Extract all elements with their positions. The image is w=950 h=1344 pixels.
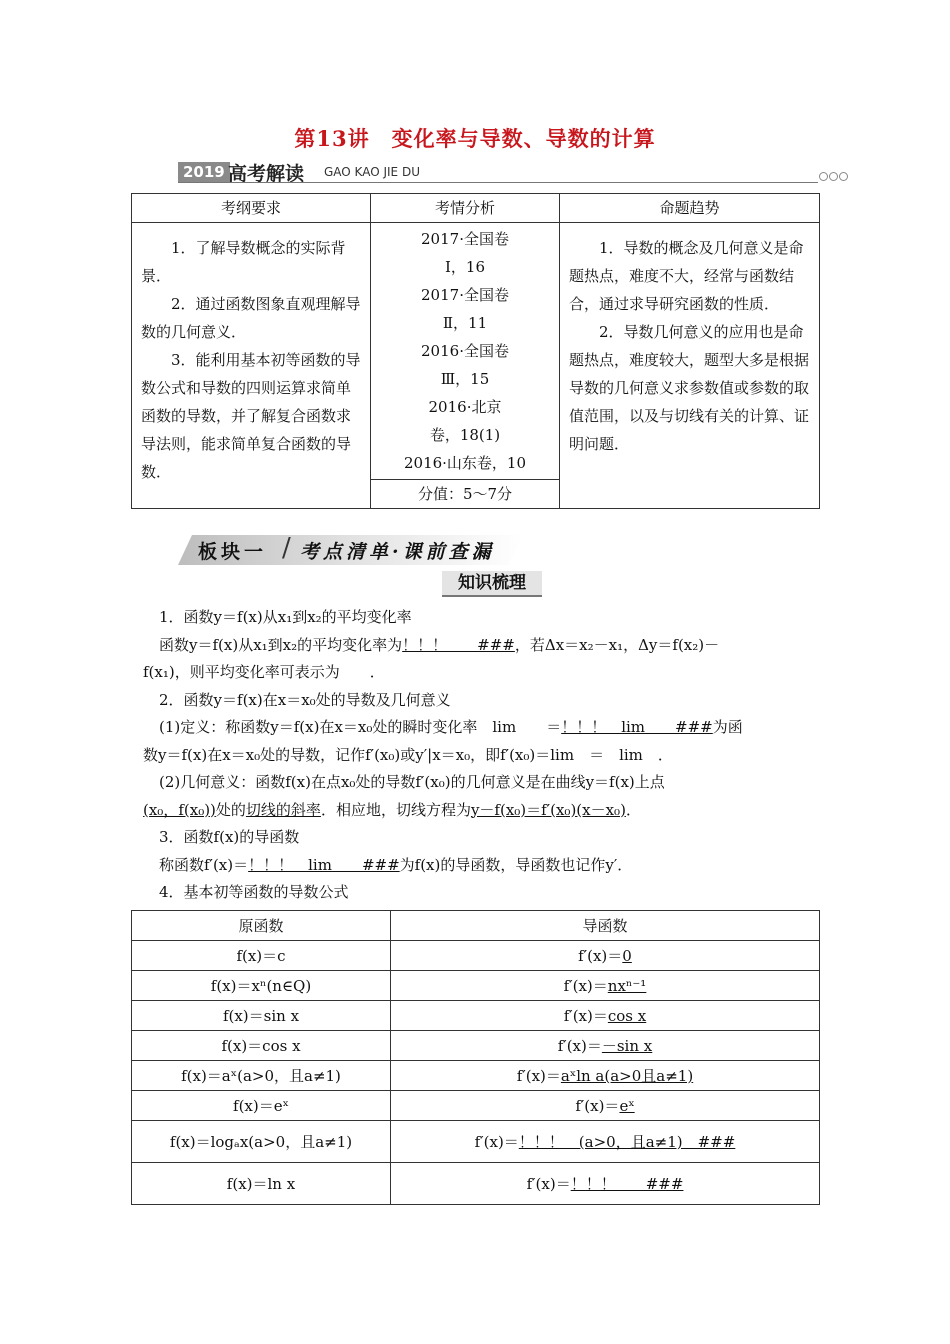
list-item: 2．通过函数图象直观理解导数的几何意义． [141,295,361,341]
blank-answer: ！！！ ### [570,1175,684,1193]
exam-cell [371,223,560,509]
original-function: f(x)＝xⁿ(n∈Q) [132,971,391,1001]
blank-answer: ！！！ lim ### [248,855,400,874]
exam-line: 2017·全国卷 [421,286,509,304]
derivative-function: f′(x)＝－sin x [391,1031,820,1061]
derivative-function: f′(x)＝！！！ (a>0，且a≠1) ### [391,1121,820,1163]
slash-icon: / [282,533,291,563]
list-item: 1．导数的概念及几何意义是命题热点，难度不大，经常与函数结合，通过求导研究函数的性质． [569,239,804,313]
table-row [132,1061,820,1091]
paragraph: 称函数f′(x)＝！！！ lim ###为f(x)的导函数，导函数也记作y′． [159,855,633,874]
table-row [132,941,820,971]
section-heading [178,535,523,565]
decorative-dots-icon [818,166,848,178]
table-row [132,1031,820,1061]
paragraph: 4．基本初等函数的导数公式 [159,883,349,901]
paragraph: (2)几何意义：函数f(x)在点x₀处的导数f′(x₀)的几何意义是在曲线y＝f(x)上点 [159,773,665,791]
blank-answer: －sin x [601,1037,653,1055]
list-item: 2．导数几何意义的应用也是命题热点，难度较大，题型大多是根据导数的几何意义求参数值或参数的取值范围，以及与切线有关的计算、证明问题． [569,323,810,453]
knowledge-body [143,604,823,907]
blank-answer: ！！！ lim ### [561,718,713,736]
table-row [132,1121,820,1163]
table-row [132,1163,820,1205]
derivative-function: f′(x)＝cos x [391,1001,820,1031]
blank-answer: (x₀，f(x₀)) [143,800,216,819]
list-item: 3．能利用基本初等函数的导数公式和导数的四则运算求简单函数的导数，并了解复合函数求导法则，能求简单复合函数的导数． [141,351,361,481]
blank-answer: ！！！ (a>0，且a≠1) ### [518,1133,736,1151]
original-function: f(x)＝aˣ(a>0，且a≠1) [132,1061,391,1091]
table-header: 导函数 [391,911,820,941]
banner-title: 高考解读 [228,163,305,185]
derivative-formula-table [131,910,820,1205]
exam-line: 卷，18(1) [429,426,501,444]
original-function: f(x)＝sin x [132,1001,391,1031]
exam-line: 2017·全国卷 [421,230,509,248]
section-part: 板块一 [198,541,268,563]
blank-answer: y－f(x₀)＝f′(x₀)(x－x₀) [470,800,626,819]
trends-cell [560,223,820,509]
paragraph: 函数y＝f(x)从x₁到x₂的平均变化率为！！！ ###，若Δx＝x₂－x₁，Δy＝f(x₂)－ [159,635,720,654]
banner-subtitle: GAO KAO JIE DU [324,165,420,179]
blank-answer: ！！！ ### [402,635,515,654]
blank-answer: aˣln a(a>0且a≠1) [560,1067,694,1085]
list-item: 1．了解导数概念的实际背景． [141,239,346,285]
derivative-function: f′(x)＝！！！ ### [391,1163,820,1205]
blank-answer: cos x [607,1007,647,1025]
original-function: f(x)＝eˣ [132,1091,391,1121]
paragraph: (1)定义：称函数y＝f(x)在x＝x₀处的瞬时变化率 lim ＝！！！ lim ###为函 [159,718,743,736]
subheading: 知识梳理 [442,571,542,597]
derivative-function: f′(x)＝eˣ [391,1091,820,1121]
banner-divider [178,182,818,183]
table-header: 命题趋势 [560,194,820,223]
exam-analysis-table [131,193,820,509]
banner-year: 2019 [178,162,230,182]
paragraph: 2．函数y＝f(x)在x＝x₀处的导数及几何意义 [159,690,451,709]
exam-line: Ⅰ，16 [444,258,485,276]
exam-line: Ⅱ，11 [442,314,488,332]
blank-answer: nxⁿ⁻¹ [607,977,647,995]
exam-line: Ⅲ，15 [440,370,490,388]
paragraph: 3．函数f(x)的导函数 [159,828,300,846]
paragraph: (x₀，f(x₀))处的切线的斜率．相应地，切线方程为y－f(x₀)＝f′(x₀)(x－x₀)． [143,800,641,819]
table-header: 原函数 [132,911,391,941]
page-title: 第13讲 变化率与导数、导数的计算 [294,126,656,151]
exam-line: 2016·全国卷 [421,342,509,360]
paragraph: 1．函数y＝f(x)从x₁到x₂的平均变化率 [159,608,412,626]
blank-answer: 0 [622,947,632,965]
table-header: 考纲要求 [132,194,371,223]
paragraph: 数y＝f(x)在x＝x₀处的导数，记作f′(x₀)或y′|x＝x₀，即f′(x₀)＝lim ＝ lim ． [143,745,673,764]
table-row [132,1091,820,1121]
original-function: f(x)＝c [132,941,391,971]
table-row [132,1001,820,1031]
paragraph: f(x₁)，则平均变化率可表示为 ． [143,663,385,681]
table-header: 考情分析 [371,194,560,223]
original-function: f(x)＝cos x [132,1031,391,1061]
blank-answer: 切线的斜率 [245,800,321,819]
exam-line: 2016·北京 [428,398,502,416]
requirements-cell [132,223,371,509]
score-text: 分值：5～7分 [371,479,559,508]
derivative-function: f′(x)＝nxⁿ⁻¹ [391,971,820,1001]
derivative-function: f′(x)＝aˣln a(a>0且a≠1) [391,1061,820,1091]
original-function: f(x)＝ln x [132,1163,391,1205]
section-banner [178,158,848,184]
exam-line: 2016·山东卷，10 [403,454,527,472]
original-function: f(x)＝logₐx(a>0，且a≠1) [132,1121,391,1163]
table-row [132,971,820,1001]
blank-answer: eˣ [619,1097,635,1115]
derivative-function: f′(x)＝0 [391,941,820,971]
section-name: 考点清单·课前查漏 [300,541,495,563]
